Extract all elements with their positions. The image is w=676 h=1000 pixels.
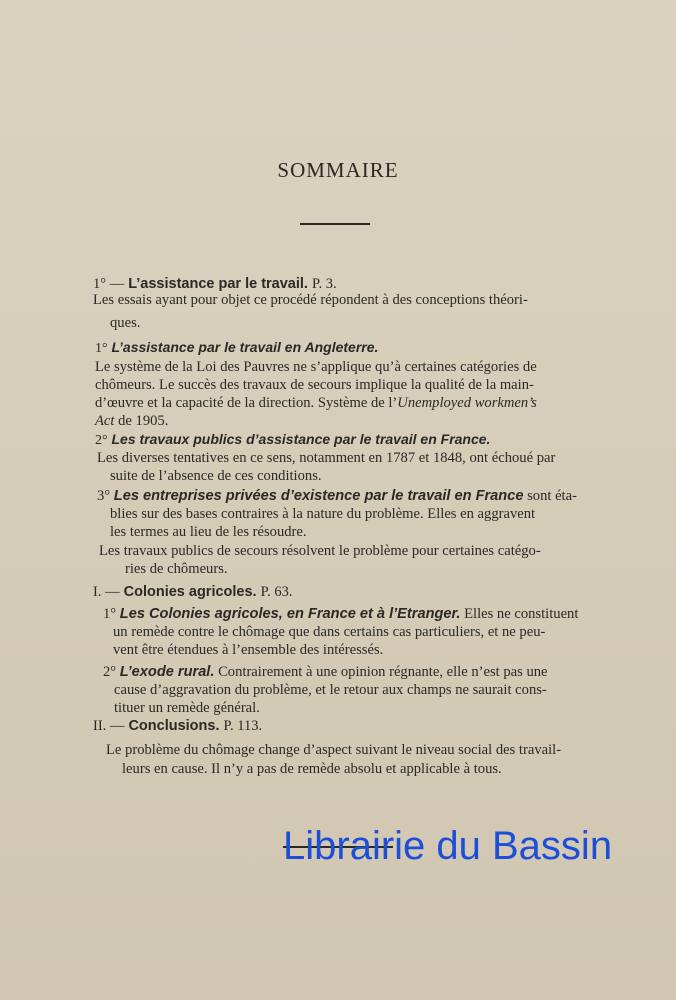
text-line: Act de 1905. [95, 413, 169, 429]
page-title: SOMMAIRE [277, 158, 399, 182]
subsection-number: 3° [97, 488, 111, 504]
section-number: 1° — [93, 276, 125, 292]
subsection-heading [95, 430, 490, 450]
subsection-number: 1° [103, 606, 117, 622]
text-line: Les essais ayant pour objet ce procédé répondent à des conceptions théori- [93, 292, 528, 308]
subsection-title: Les travaux publics d’assistance par le travail en France. [111, 431, 491, 447]
section-number: I. — [93, 584, 120, 600]
text-line: un remède contre le chômage que dans certains cas particuliers, et ne peu- [113, 624, 546, 640]
watermark-text: Librairie du Bassin [283, 824, 613, 868]
text-line: vent être étendues à l’ensemble des intéressés. [113, 642, 384, 658]
section-title: Conclusions. [128, 718, 220, 734]
subsection-number: 1° [95, 341, 108, 356]
text-line: tituer un remède général. [114, 700, 260, 716]
title-rule [300, 223, 370, 225]
subsection-heading: 2° L’exode rural. Contrairement à une opinion régnante, elle n’est pas une [103, 664, 548, 680]
section-title: Colonies agricoles. [123, 584, 257, 600]
section-number: II. — [93, 718, 125, 734]
section-page: P. 63. [260, 584, 293, 600]
text-line: Le problème du chômage change d’aspect suivant le niveau social des travail- [106, 742, 562, 758]
text-line: les termes au lieu de les résoudre. [110, 524, 307, 540]
section-page: P. 3. [312, 276, 337, 292]
subsection-heading: 3° Les entreprises privées d’existence par le travail en France sont éta- [97, 488, 577, 504]
section-heading [93, 717, 262, 735]
text-line: Les travaux publics de secours résolvent le problème pour certaines catégo- [99, 543, 541, 559]
text-line: d’œuvre et la capacité de la direction. Système de l’Unemployed workmen’s [95, 395, 537, 411]
subsection-title: L’assistance par le travail en Angleterre. [111, 339, 379, 355]
section-title: L’assistance par le travail. [128, 276, 308, 292]
subsection-number: 2° [95, 433, 108, 448]
text-line: suite de l’absence de ces conditions. [110, 468, 322, 484]
text-line: ries de chômeurs. [125, 561, 228, 577]
text-line: leurs en cause. Il n’y a pas de remède absolu et applicable à tous. [122, 761, 502, 777]
subsection-heading: 1° Les Colonies agricoles, en France et à l’Etranger. Elles ne constituent [103, 606, 579, 622]
section-page: P. 113. [223, 718, 263, 734]
text-line: ques. [110, 315, 141, 331]
subsection-title: Les entreprises privées d’existence par le travail en France [113, 488, 524, 504]
text-line: blies sur des bases contraires à la nature du problème. Elles en aggravent [110, 506, 536, 522]
text-line: Le système de la Loi des Pauvres ne s’applique qu’à certaines catégories de [95, 359, 537, 375]
subsection-heading [95, 338, 378, 358]
subsection-number: 2° [103, 664, 117, 680]
text-line: Les diverses tentatives en ce sens, notamment en 1787 et 1848, ont échoué par [97, 450, 556, 466]
subsection-title: Les Colonies agricoles, en France et à l’Etranger. [119, 606, 461, 622]
subsection-title: L’exode rural. [119, 664, 215, 680]
section-heading [93, 583, 292, 601]
text-line: chômeurs. Le succès des travaux de secours implique la qualité de la main- [95, 377, 534, 393]
text-line: cause d’aggravation du problème, et le retour aux champs ne saurait cons- [114, 682, 547, 698]
